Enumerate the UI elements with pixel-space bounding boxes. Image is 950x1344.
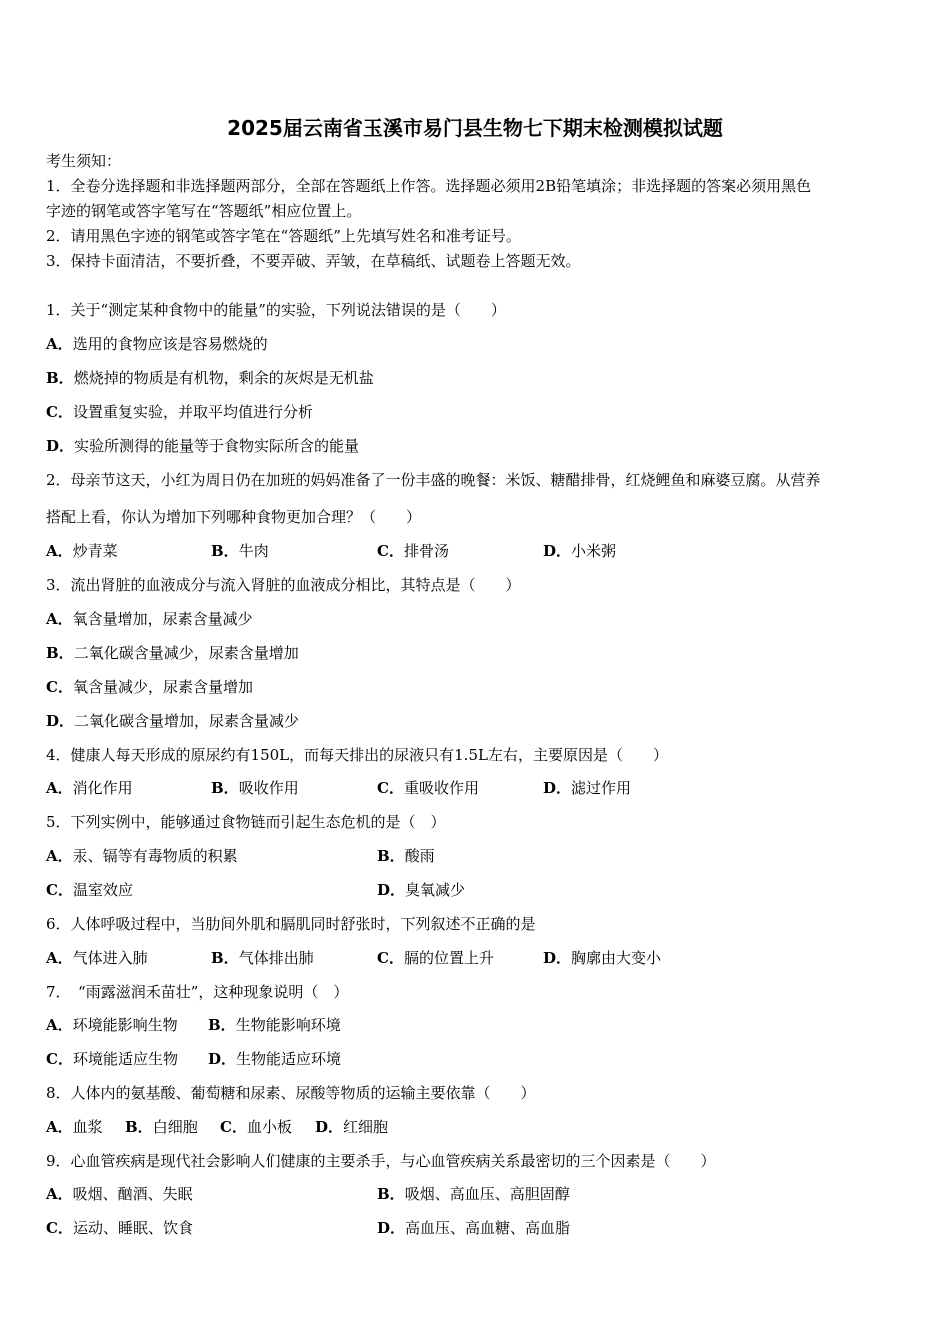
option-text: 生物能影响环境: [235, 1016, 341, 1034]
option-text: 二氧化碳含量减少，尿素含量增加: [73, 644, 299, 662]
option: [46, 1015, 178, 1035]
option: [315, 1117, 388, 1137]
notice-line: 2．请用黑色字迹的钢笔或答字笔在“答题纸”上先填写姓名和准考证号。: [46, 227, 521, 245]
option: [46, 436, 359, 456]
question-stem: 1．关于“测定某种食物中的能量”的实验，下列说法错误的是（ ）: [46, 301, 506, 319]
question-stem: 4．健康人每天形成的原尿约有150L，而每天排出的尿液只有1.5L左右，主要原因是（ ）: [46, 746, 668, 764]
option-text: 氧含量减少，尿素含量增加: [72, 678, 253, 696]
question-stem: 2．母亲节这天，小红为周日仍在加班的妈妈准备了一份丰盛的晚餐：米饭、糖醋排骨，红烧鲤鱼和麻婆豆腐。从营养: [46, 471, 821, 489]
option-text: 炒青菜: [72, 542, 118, 560]
option-label: C．: [377, 779, 404, 797]
option-label: B．: [46, 644, 74, 662]
option: [46, 778, 133, 798]
option: [46, 948, 148, 968]
option-text: 牛肉: [238, 542, 269, 560]
option: [46, 368, 374, 388]
option-text: 设置重复实验，并取平均值进行分析: [72, 403, 313, 421]
option: [211, 778, 299, 798]
option-text: 排骨汤: [403, 542, 449, 560]
option: [543, 778, 631, 798]
option-label: C．: [377, 949, 404, 967]
option: [208, 1015, 341, 1035]
option-label: C．: [377, 542, 404, 560]
option-text: 运动、睡眠、饮食: [72, 1219, 193, 1237]
option-label: B．: [211, 779, 239, 797]
option: [543, 948, 661, 968]
option-label: D．: [46, 712, 75, 730]
option: [46, 609, 253, 629]
option: [46, 541, 118, 561]
option-text: 膈的位置上升: [403, 949, 494, 967]
option-label: A．: [46, 610, 73, 628]
option: [46, 677, 253, 697]
option-text: 生物能适应环境: [236, 1050, 342, 1068]
option-label: C．: [46, 1219, 73, 1237]
option-text: 吸烟、酗酒、失眠: [72, 1185, 193, 1203]
option-text: 胸廓由大变小: [571, 949, 662, 967]
option-label: D．: [315, 1118, 344, 1136]
option-label: A．: [46, 847, 73, 865]
option-text: 实验所测得的能量等于食物实际所含的能量: [74, 437, 360, 455]
option-text: 气体排出肺: [238, 949, 314, 967]
option-label: D．: [543, 542, 572, 560]
option: [211, 541, 269, 561]
option-text: 白细胞: [152, 1118, 198, 1136]
option-text: 滤过作用: [571, 779, 632, 797]
option: [377, 880, 465, 900]
option-text: 吸收作用: [238, 779, 299, 797]
option-label: C．: [46, 1050, 73, 1068]
question-stem: 8．人体内的氨基酸、葡萄糖和尿素、尿酸等物质的运输主要依靠（ ）: [46, 1084, 536, 1102]
option: [543, 541, 616, 561]
option-label: D．: [377, 1219, 406, 1237]
question-stem: 9．心血管疾病是现代社会影响人们健康的主要杀手，与心血管疾病关系最密切的三个因素是（ ）: [46, 1152, 716, 1170]
option-text: 汞、镉等有毒物质的积累: [72, 847, 238, 865]
option-label: A．: [46, 949, 73, 967]
option-label: A．: [46, 1185, 73, 1203]
option: [211, 948, 314, 968]
option-text: 血小板: [246, 1118, 292, 1136]
option-label: B．: [208, 1016, 236, 1034]
question-stem: 7． “雨露滋润禾苗壮”，这种现象说明（ ）: [46, 983, 349, 1001]
option-text: 温室效应: [72, 881, 133, 899]
option: [377, 541, 449, 561]
option: [377, 1218, 570, 1238]
notice-heading: 考生须知：: [46, 152, 122, 170]
option: [46, 1184, 193, 1204]
option-label: B．: [211, 542, 239, 560]
option-label: A．: [46, 1118, 73, 1136]
option: [220, 1117, 292, 1137]
option-label: B．: [46, 369, 74, 387]
option: [46, 1117, 103, 1137]
option: [46, 334, 268, 354]
option: [46, 880, 133, 900]
option: [46, 643, 299, 663]
option-label: D．: [208, 1050, 237, 1068]
option: [377, 1184, 570, 1204]
option-text: 环境能适应生物: [72, 1050, 178, 1068]
option-text: 二氧化碳含量增加，尿素含量减少: [74, 712, 300, 730]
option-label: D．: [543, 949, 572, 967]
option: [125, 1117, 198, 1137]
option-label: D．: [46, 437, 75, 455]
option-label: C．: [46, 678, 73, 696]
option-label: A．: [46, 542, 73, 560]
option-label: D．: [543, 779, 572, 797]
option: [46, 711, 299, 731]
option-label: B．: [377, 1185, 405, 1203]
option-text: 选用的食物应该是容易燃烧的: [72, 335, 268, 353]
option-label: A．: [46, 1016, 73, 1034]
option: [377, 948, 494, 968]
option-text: 小米粥: [571, 542, 617, 560]
option: [377, 778, 479, 798]
option-text: 消化作用: [72, 779, 133, 797]
notice-line: 3．保持卡面清洁，不要折叠，不要弄破、弄皱，在草稿纸、试题卷上答题无效。: [46, 252, 581, 270]
page-title: 2025届云南省玉溪市易门县生物七下期末检测模拟试题: [227, 116, 723, 140]
option-label: B．: [377, 847, 405, 865]
option-label: B．: [125, 1118, 153, 1136]
option-text: 红细胞: [343, 1118, 389, 1136]
option-label: C．: [46, 881, 73, 899]
option-label: A．: [46, 335, 73, 353]
option-text: 高血压、高血糖、高血脂: [405, 1219, 571, 1237]
option-label: D．: [377, 881, 406, 899]
question-stem: 搭配上看，你认为增加下列哪种食物更加合理？（ ）: [46, 508, 422, 526]
option: [46, 846, 238, 866]
option: [377, 846, 435, 866]
question-stem: 5．下列实例中，能够通过食物链而引起生态危机的是（ ）: [46, 813, 446, 831]
option: [46, 1049, 178, 1069]
option-text: 氧含量增加，尿素含量减少: [72, 610, 253, 628]
option-text: 臭氧减少: [405, 881, 466, 899]
option-text: 重吸收作用: [403, 779, 479, 797]
option: [46, 402, 313, 422]
question-stem: 3．流出肾脏的血液成分与流入肾脏的血液成分相比，其特点是（ ）: [46, 576, 521, 594]
option-text: 环境能影响生物: [72, 1016, 178, 1034]
option: [46, 1218, 193, 1238]
notice-line: 1．全卷分选择题和非选择题两部分，全部在答题纸上作答。选择题必须用2B铅笔填涂；非选择题的答案必须用黑色: [46, 177, 812, 195]
question-stem: 6．人体呼吸过程中，当肋间外肌和膈肌同时舒张时，下列叙述不正确的是: [46, 915, 536, 933]
option-text: 气体进入肺: [72, 949, 148, 967]
option-label: A．: [46, 779, 73, 797]
option-label: B．: [211, 949, 239, 967]
notice-line: 字迹的钢笔或答字笔写在“答题纸”相应位置上。: [46, 202, 362, 220]
option-text: 燃烧掉的物质是有机物，剩余的灰烬是无机盐: [73, 369, 374, 387]
option-text: 吸烟、高血压、高胆固醇: [404, 1185, 570, 1203]
option-label: C．: [46, 403, 73, 421]
option-text: 酸雨: [404, 847, 435, 865]
option-text: 血浆: [72, 1118, 103, 1136]
option: [208, 1049, 341, 1069]
option-label: C．: [220, 1118, 247, 1136]
